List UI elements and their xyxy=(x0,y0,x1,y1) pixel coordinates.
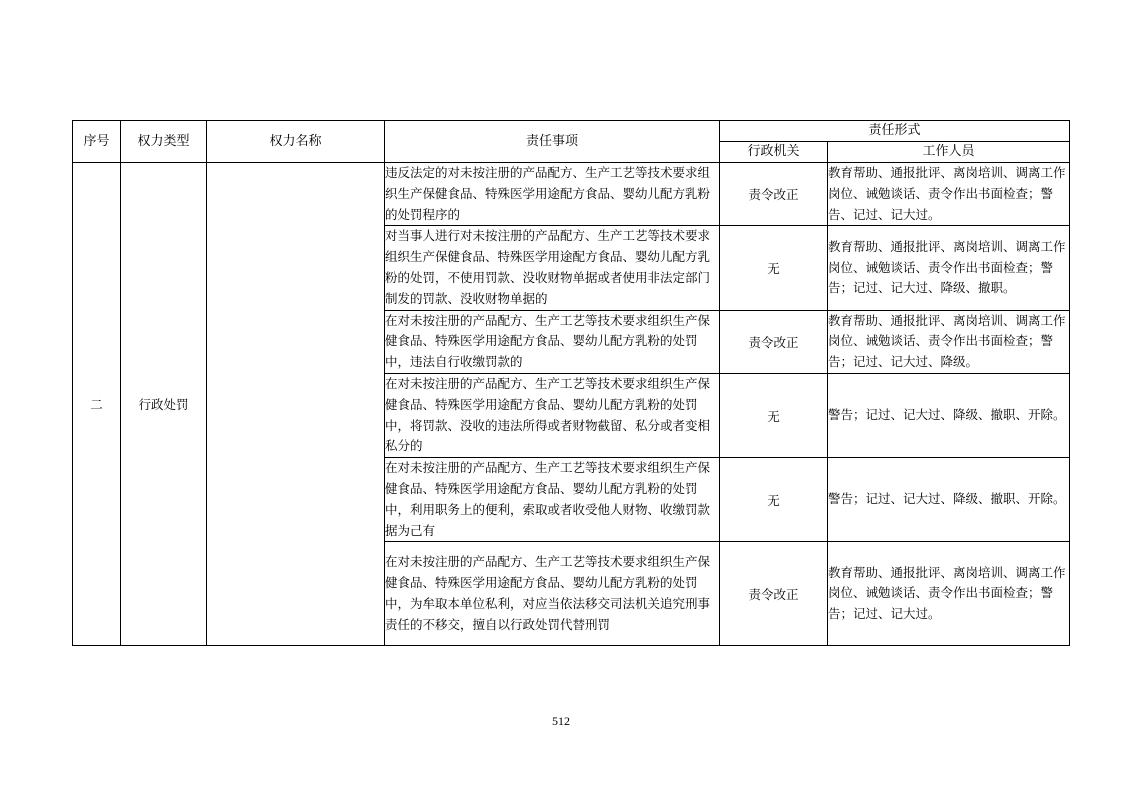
cell-staff: 教育帮助、通报批评、离岗培训、调离工作岗位、诫勉谈话、责令作出书面检查；警告、记过、记大过。 xyxy=(828,163,1070,226)
cell-admin: 责令改正 xyxy=(720,310,828,373)
cell-staff: 教育帮助、通报批评、离岗培训、调离工作岗位、诫勉谈话、责令作出书面检查；警告；记过、记大过。 xyxy=(828,542,1070,646)
header-staff: 工作人员 xyxy=(828,142,1070,163)
header-seq: 序号 xyxy=(73,121,121,163)
cell-power-name xyxy=(207,163,385,646)
cell-matter: 在对未按注册的产品配方、生产工艺等技术要求组织生产保健食品、特殊医学用途配方食品、婴幼儿配方乳粉的处罚中，将罚款、没收的违法所得或者财物截留、私分或者变相私分的 xyxy=(385,373,720,457)
cell-matter: 在对未按注册的产品配方、生产工艺等技术要求组织生产保健食品、特殊医学用途配方食品、婴幼儿配方乳粉的处罚中，为牟取本单位私利，对应当依法移交司法机关追究刑事责任的不移交，擅自以行政处罚代替刑罚 xyxy=(385,542,720,646)
cell-seq: 二 xyxy=(73,163,121,646)
cell-admin: 无 xyxy=(720,373,828,457)
header-matter: 责任事项 xyxy=(385,121,720,163)
header-admin-org: 行政机关 xyxy=(720,142,828,163)
table-row xyxy=(73,163,1070,226)
cell-admin: 无 xyxy=(720,458,828,542)
cell-staff: 警告；记过、记大过、降级、撤职、开除。 xyxy=(828,373,1070,457)
cell-matter: 在对未按注册的产品配方、生产工艺等技术要求组织生产保健食品、特殊医学用途配方食品、婴幼儿配方乳粉的处罚中，利用职务上的便利，索取或者收受他人财物、收缴罚款据为己有 xyxy=(385,458,720,542)
cell-matter: 对当事人进行对未按注册的产品配方、生产工艺等技术要求组织生产保健食品、特殊医学用途配方食品、婴幼儿配方乳粉的处罚，不使用罚款、没收财物单据或者使用非法定部门制发的罚款、没收财物单据的 xyxy=(385,226,720,310)
header-form: 责任形式 xyxy=(720,121,1070,142)
cell-admin: 无 xyxy=(720,226,828,310)
cell-admin: 责令改正 xyxy=(720,542,828,646)
responsibility-table xyxy=(72,120,1070,646)
header-row-1 xyxy=(73,121,1070,142)
cell-matter: 违反法定的对未按注册的产品配方、生产工艺等技术要求组织生产保健食品、特殊医学用途配方食品、婴幼儿配方乳粉的处罚程序的 xyxy=(385,163,720,226)
cell-power-type: 行政处罚 xyxy=(121,163,207,646)
cell-matter: 在对未按注册的产品配方、生产工艺等技术要求组织生产保健食品、特殊医学用途配方食品、婴幼儿配方乳粉的处罚中，违法自行收缴罚款的 xyxy=(385,310,720,373)
cell-staff: 教育帮助、通报批评、离岗培训、调离工作岗位、诫勉谈话、责令作出书面检查；警告；记过、记大过、降级。 xyxy=(828,310,1070,373)
cell-staff: 警告；记过、记大过、降级、撤职、开除。 xyxy=(828,458,1070,542)
header-power-type: 权力类型 xyxy=(121,121,207,163)
header-power-name: 权力名称 xyxy=(207,121,385,163)
cell-staff: 教育帮助、通报批评、离岗培训、调离工作岗位、诫勉谈话、责令作出书面检查；警告；记过、记大过、降级、撤职。 xyxy=(828,226,1070,310)
cell-admin: 责令改正 xyxy=(720,163,828,226)
page-number: 512 xyxy=(552,714,570,728)
